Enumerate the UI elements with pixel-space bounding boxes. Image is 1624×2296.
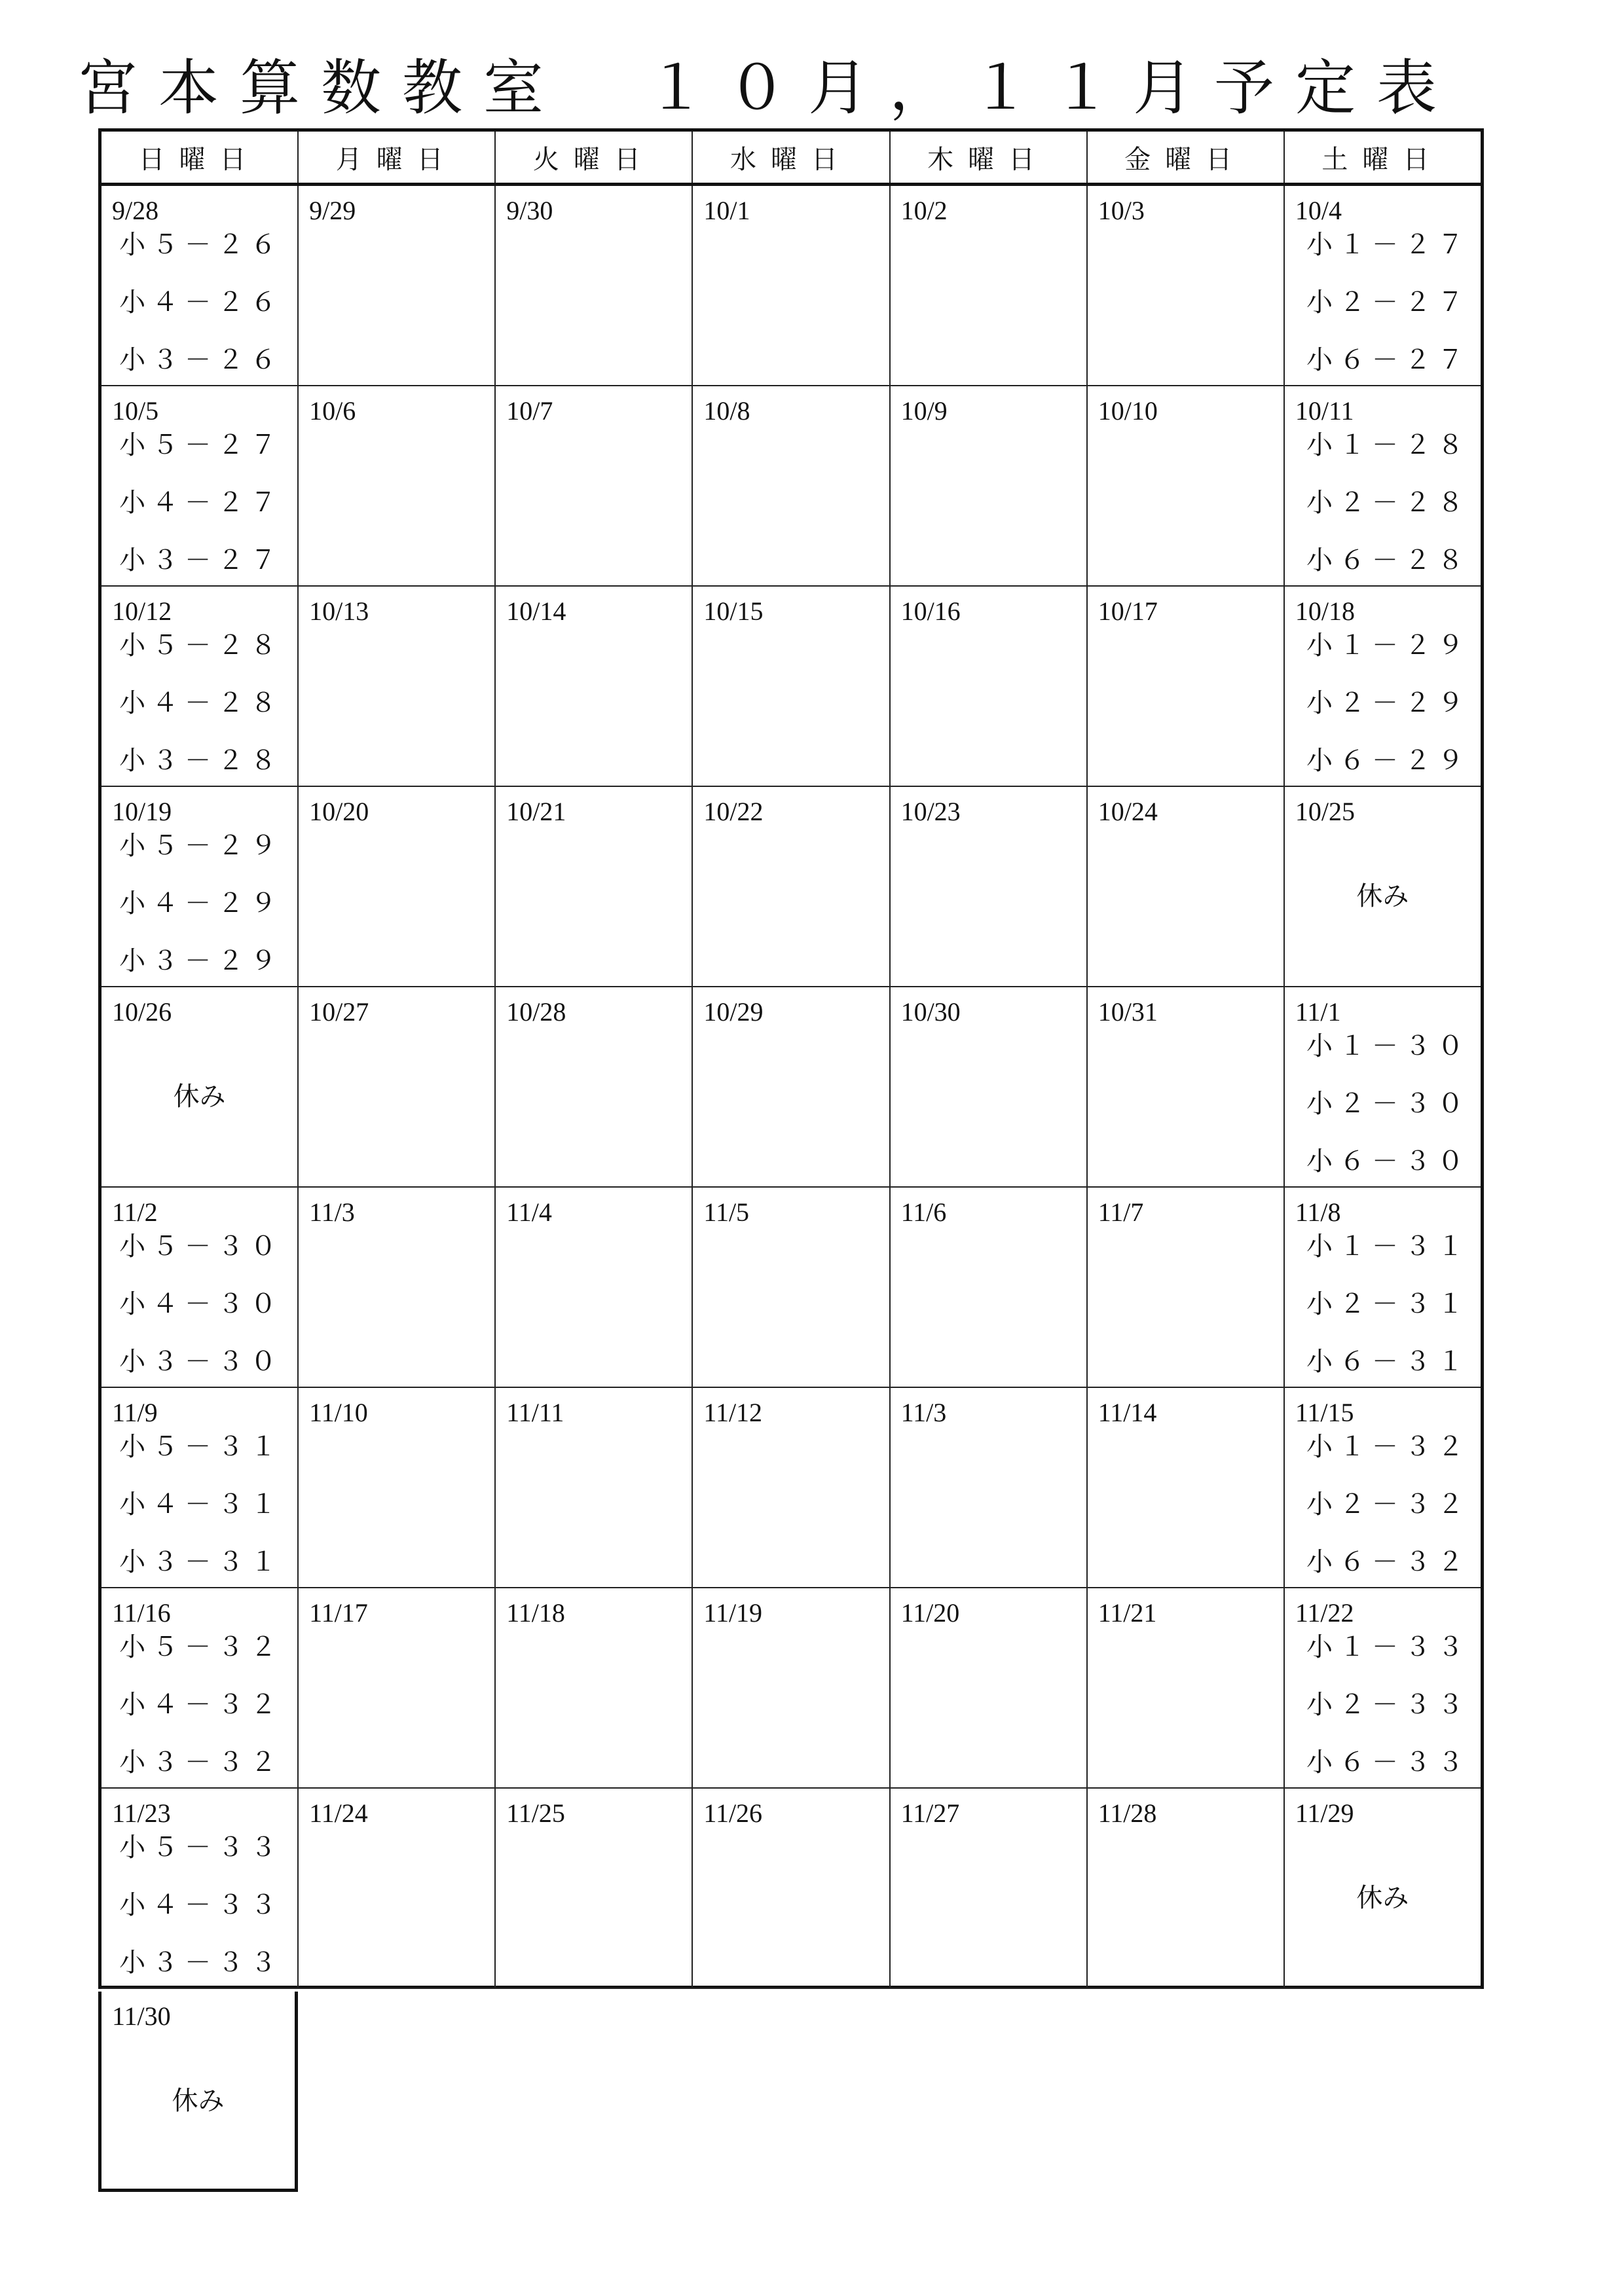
day-cell [1088,1789,1285,1988]
class-entry: 小５－２８ [119,630,284,661]
class-entry: 小５－３３ [119,1832,284,1863]
day-cell [693,186,890,385]
day-cell [101,1188,299,1387]
day-cell [693,587,890,786]
day-cell [891,386,1088,585]
weekday-header-cell: 火曜日 [496,132,693,183]
day-cell [101,386,299,585]
class-entry: 小３－２９ [119,946,284,976]
day-cell [101,1588,299,1787]
cell-date: 10/28 [506,997,566,1027]
day-cell [496,587,693,786]
class-entry: 小１－２８ [1306,430,1470,460]
day-cell [891,987,1088,1186]
cell-date: 9/29 [309,196,356,225]
class-entry: 小３－２８ [119,746,284,776]
day-cell [1285,1388,1481,1587]
day-cell [1088,787,1285,986]
day-cell [1088,1188,1285,1387]
class-entry: 小５－３０ [119,1231,284,1262]
cell-date: 11/20 [900,1598,960,1628]
cell-date: 11/6 [900,1197,947,1227]
cell-date: 11/10 [309,1398,368,1427]
cell-date: 11/24 [309,1798,368,1828]
cell-date: 11/14 [1098,1398,1157,1427]
cell-date: 10/27 [309,997,369,1027]
class-entry: 小２－３１ [1306,1289,1470,1319]
day-cell [1285,787,1481,986]
class-entry: 小３－３１ [119,1547,284,1577]
class-entry: 小６－２８ [1306,545,1470,575]
day-cell [299,1588,496,1787]
cell-date: 11/25 [506,1798,565,1828]
day-cell [693,787,890,986]
cell-date: 11/7 [1098,1197,1144,1227]
cell-date: 10/16 [900,596,961,626]
cell-date: 10/4 [1295,196,1342,225]
cell-date: 10/1 [703,196,750,225]
class-entry: 小３－２７ [119,545,284,575]
class-entry: 小３－３３ [119,1948,284,1978]
class-entry: 小４－２６ [119,287,284,318]
day-cell [891,1388,1088,1587]
cell-date: 10/19 [112,797,172,826]
day-cell [496,987,693,1186]
rest-label: 休み [1356,1883,1409,1913]
cell-date: 9/30 [506,196,553,225]
cell-date: 10/22 [703,797,764,826]
week-row [101,1789,1481,1989]
day-cell [891,1188,1088,1387]
day-cell [496,1789,693,1988]
cell-date: 11/5 [703,1197,750,1227]
day-cell [891,1588,1088,1787]
cell-date: 10/14 [506,596,566,626]
class-entry: 小５－２６ [119,230,284,260]
rest-label: 休み [1356,881,1409,911]
class-entry: 小４－２７ [119,488,284,518]
day-cell [496,186,693,385]
day-cell [496,1388,693,1587]
day-cell [299,987,496,1186]
day-cell [496,1588,693,1787]
day-cell [1088,186,1285,385]
day-cell [496,1188,693,1387]
cell-date: 11/1 [1295,997,1341,1027]
weekday-header-cell: 土曜日 [1321,144,1444,175]
class-entry: 小２－２９ [1306,688,1470,718]
day-cell [101,186,299,385]
week-row [101,987,1481,1188]
cell-date: 10/9 [900,396,948,426]
class-entry: 小２－２８ [1306,488,1470,518]
cell-date: 11/23 [112,1798,171,1828]
cell-date: 11/17 [309,1598,368,1628]
cell-date: 11/21 [1098,1598,1157,1628]
day-cell [1285,186,1481,385]
cell-date: 10/24 [1098,797,1158,826]
cell-date: 10/11 [1295,396,1354,426]
day-cell [1088,1388,1285,1587]
day-cell [891,787,1088,986]
class-entry: 小５－３２ [119,1632,284,1662]
day-cell [1285,1588,1481,1787]
cell-date: 10/21 [506,797,566,826]
day-cell [891,1789,1088,1988]
class-entry: 小６－２７ [1306,345,1470,375]
week-row [101,1388,1481,1588]
cell-date: 11/28 [1098,1798,1157,1828]
day-cell [101,587,299,786]
weekday-header-cell: 日曜日 [101,132,299,183]
cell-date: 11/19 [703,1598,763,1628]
weekday-header [98,128,1484,186]
cell-date: 9/28 [112,196,159,225]
calendar-grid [98,186,1484,1989]
day-cell [101,787,299,986]
page-title: 宮本算数教室 １０月，１１月予定表 [77,53,1458,123]
class-entry: 小１－３１ [1306,1231,1470,1262]
cell-date: 10/31 [1098,997,1158,1027]
rest-label: 休み [172,2086,225,2116]
cell-date: 11/15 [1295,1398,1354,1427]
weekday-header-cell: 金曜日 [1088,132,1285,183]
day-cell [496,787,693,986]
cell-date: 11/3 [900,1398,947,1427]
cell-date: 11/4 [506,1197,552,1227]
day-cell [693,386,890,585]
class-entry: 小２－３３ [1306,1690,1470,1720]
cell-date: 11/18 [506,1598,565,1628]
day-cell [1088,587,1285,786]
week-row [101,1188,1481,1388]
day-cell [693,1388,890,1587]
week-row [101,186,1481,386]
day-cell [299,587,496,786]
class-entry: 小１－３２ [1306,1432,1470,1462]
class-entry: 小６－３２ [1306,1547,1470,1577]
class-entry: 小１－２９ [1306,630,1470,661]
day-cell [1088,386,1285,585]
day-cell [693,1188,890,1387]
day-cell [101,1789,299,1988]
class-entry: 小６－３３ [1306,1747,1470,1777]
cell-date: 11/26 [703,1798,763,1828]
class-entry: 小１－２７ [1306,230,1470,260]
cell-date: 10/10 [1098,396,1158,426]
cell-date: 10/15 [703,596,764,626]
week-row [101,587,1481,787]
class-entry: 小４－３３ [119,1890,284,1920]
class-entry: 小４－２８ [119,688,284,718]
day-cell [1088,1588,1285,1787]
cell-date: 11/11 [506,1398,564,1427]
cell-date: 10/18 [1295,596,1355,626]
weekday-header-cell: 月曜日 [299,132,496,183]
class-entry: 小４－３０ [119,1289,284,1319]
class-entry: 小５－２９ [119,831,284,861]
weekday-header-cell: 水曜日 [693,132,890,183]
cell-date: 11/12 [703,1398,763,1427]
cell-date: 10/23 [900,797,961,826]
cell-date: 10/7 [506,396,553,426]
cell-date: 11/27 [900,1798,960,1828]
cell-date: 10/2 [900,196,948,225]
day-cell [891,186,1088,385]
rest-label: 休み [173,1082,226,1112]
cell-date: 11/2 [112,1197,158,1227]
class-entry: 小６－３１ [1306,1347,1470,1377]
cell-date: 10/5 [112,396,159,426]
class-entry: 小２－２７ [1306,287,1470,318]
cell-date: 11/8 [1295,1197,1341,1227]
day-cell [1285,1789,1481,1988]
day-cell [693,1588,890,1787]
class-entry: 小４－３１ [119,1489,284,1520]
cell-date: 10/13 [309,596,369,626]
day-cell [891,587,1088,786]
class-entry: 小６－２９ [1306,746,1470,776]
class-entry: 小３－３２ [119,1747,284,1777]
day-cell [693,1789,890,1988]
cell-date: 10/17 [1098,596,1158,626]
cell-date: 10/29 [703,997,764,1027]
cell-date: 11/29 [1295,1798,1354,1828]
class-entry: 小５－２７ [119,430,284,460]
day-cell [299,1188,496,1387]
cell-date: 10/20 [309,797,369,826]
cell-date: 11/3 [309,1197,355,1227]
class-entry: 小４－３２ [119,1690,284,1720]
day-cell [299,1388,496,1587]
cell-date: 10/6 [309,396,356,426]
cell-date: 10/8 [703,396,750,426]
day-cell [1285,386,1481,585]
week-row [101,386,1481,587]
cell-date: 11/9 [112,1398,158,1427]
cell-date: 10/3 [1098,196,1145,225]
cell-date: 10/26 [112,997,172,1027]
cell-date: 10/30 [900,997,961,1027]
cell-date: 11/30 [112,2001,171,2031]
cell-date: 11/16 [112,1598,171,1628]
class-entry: 小１－３０ [1306,1031,1470,1061]
day-cell [693,987,890,1186]
class-entry: 小３－３０ [119,1347,284,1377]
class-entry: 小２－３２ [1306,1489,1470,1520]
day-cell [1285,1188,1481,1387]
class-entry: 小６－３０ [1306,1146,1470,1176]
day-cell [299,1789,496,1988]
cell-date: 10/25 [1295,797,1355,826]
day-cell [1088,987,1285,1186]
day-cell [101,1388,299,1587]
day-cell [1285,587,1481,786]
day-cell [299,186,496,385]
week-row [101,787,1481,987]
day-cell [1285,987,1481,1186]
class-entry: 小１－３３ [1306,1632,1470,1662]
last-day-cell [98,1992,298,2192]
day-cell [299,787,496,986]
day-cell [496,386,693,585]
class-entry: 小４－２９ [119,888,284,919]
class-entry: 小５－３１ [119,1432,284,1462]
class-entry: 小２－３０ [1306,1089,1470,1119]
day-cell [101,987,299,1186]
day-cell [299,386,496,585]
weekday-header-cell: 木曜日 [891,132,1088,183]
cell-date: 11/22 [1295,1598,1354,1628]
cell-date: 10/12 [112,596,172,626]
class-entry: 小３－２６ [119,345,284,375]
week-row [101,1588,1481,1789]
